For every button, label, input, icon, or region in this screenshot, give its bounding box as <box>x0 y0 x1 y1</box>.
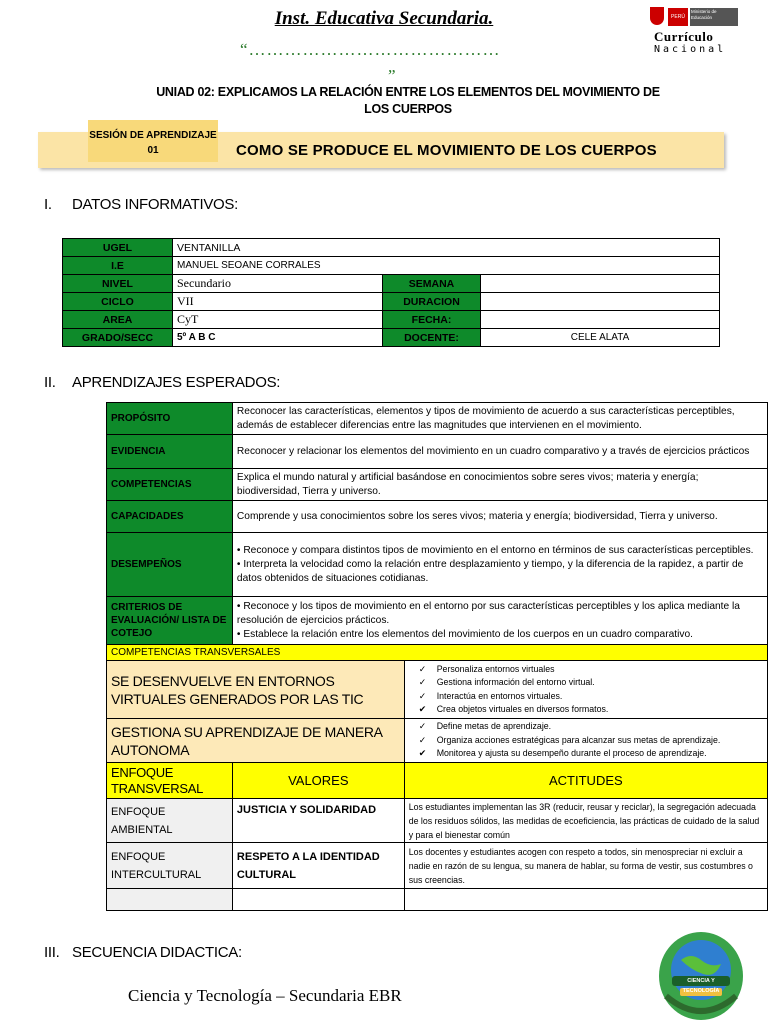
logo-word-curriculo: Currículo <box>654 29 714 44</box>
institution-title: Inst. Educativa Secundaria. <box>274 8 494 29</box>
peru-badge: PERÚ <box>668 8 688 26</box>
desempenos-key: DESEMPEÑOS <box>107 533 233 597</box>
desempeno-1: • Reconoce y compara distintos tipos de movimiento en el entorno en términos de sus características perceptibles. <box>236 544 754 556</box>
unit-title: UNIAD 02: EXPLICAMOS LA RELACIÓN ENTRE LOS ELEMENTOS DEL MOVIMIENTO DE LOS CUERPOS <box>156 85 660 116</box>
check-icon: ✔ <box>418 748 427 759</box>
tic-list <box>404 661 767 719</box>
grado-value: 5º A B C <box>173 329 383 347</box>
area-value: CyT <box>173 311 383 329</box>
fecha-key: FECHA: <box>383 311 481 329</box>
table-row <box>63 329 720 347</box>
aprendizajes-table <box>106 402 768 911</box>
table-row <box>107 719 768 763</box>
table-row <box>107 501 768 533</box>
empty-cell <box>232 889 404 911</box>
semana-key: SEMANA <box>383 275 481 293</box>
section-2-number: II. <box>44 374 56 391</box>
proposito-value: Reconocer las características, elementos y tipos de movimiento de acuerdo a sus características perceptibles, además de establecer diferencias entre las magnitudes que intervienen en el movimiento. <box>232 403 767 435</box>
list-item: ✓ Organiza acciones estratégicas para alcanzar sus metas de aprendizaje. <box>419 734 763 748</box>
evidencia-value: Reconocer y relacionar los elementos del movimiento en un cuadro comparativo y a través de ejercicios prácticos <box>232 435 767 469</box>
table-row <box>63 275 720 293</box>
autonoma-list <box>404 719 767 763</box>
criterio-1: • Reconoce y los tipos de movimiento en el entorno por sus características perceptibles y los aplica mediante la resolución de ejercicios prácticos. <box>236 600 740 626</box>
section-3-title: SECUENCIA DIDACTICA: <box>72 944 242 961</box>
nivel-key: NIVEL <box>63 275 173 293</box>
table-row <box>107 469 768 501</box>
globe-icon <box>656 926 746 1022</box>
desempeno-2: • Interpreta la velocidad como la relación entre desplazamiento y tiempo, y la diferencia de la rapidez, a partir de datos obtenidos de situaciones cotidianas. <box>236 558 744 584</box>
check-icon: ✓ <box>418 677 427 687</box>
emblem-text: CIENCIA Y TECNOLOGÍA <box>682 978 720 994</box>
ie-key: I.E <box>63 257 173 275</box>
table-row <box>63 239 720 257</box>
logo-word-nacional: Nacional <box>654 44 727 55</box>
intercultural-enfoque: ENFOQUE INTERCULTURAL <box>107 843 233 889</box>
science-emblem <box>656 926 746 1022</box>
check-icon: ✔ <box>418 704 427 714</box>
table-row <box>63 257 720 275</box>
semana-value <box>481 275 720 293</box>
list-item: ✔ Monitorea y ajusta su desempeño durante el proceso de aprendizaje. <box>419 747 763 761</box>
criterios-key: CRITERIOS DE EVALUACIÓN/ LISTA DE COTEJO <box>107 597 233 645</box>
capacidades-value: Comprende y usa conocimientos sobre los seres vivos; materia y energía; biodiversidad, Tierra y universo. <box>232 501 767 533</box>
duracion-value <box>481 293 720 311</box>
ambiental-enfoque: ENFOQUE AMBIENTAL <box>107 799 233 843</box>
empty-cell <box>107 889 233 911</box>
docente-value: CELE ALATA <box>481 329 720 347</box>
ugel-value: VENTANILLA <box>173 239 720 257</box>
empty-cell <box>404 889 767 911</box>
evidencia-key: EVIDENCIA <box>107 435 233 469</box>
table-row <box>107 799 768 843</box>
table-row <box>107 597 768 645</box>
table-row <box>107 661 768 719</box>
quote-dots: “…………………………………… <box>240 40 501 59</box>
intercultural-actitud: Los docentes y estudiantes acogen con respeto a todos, sin menospreciar ni excluir a nadie en razón de su lengua, su manera de hablar, su forma de vestir, sus costumbres o sus creencias. <box>404 843 767 889</box>
section-3-number: III. <box>44 944 60 961</box>
intercultural-valor: RESPETO A LA IDENTIDAD CULTURAL <box>232 843 404 889</box>
check-icon: ✓ <box>418 663 427 674</box>
capacidades-key: CAPACIDADES <box>107 501 233 533</box>
list-item: ✔ Crea objetos virtuales en diversos formatos. <box>419 703 763 717</box>
transversales-header: COMPETENCIAS TRANSVERSALES <box>107 645 768 661</box>
check-icon: ✓ <box>418 690 427 701</box>
table-row <box>107 889 768 911</box>
duracion-key: DURACION <box>383 293 481 311</box>
ie-value: MANUEL SEOANE CORRALES <box>173 257 720 275</box>
valores-header: VALORES <box>232 763 404 799</box>
competencias-value: Explica el mundo natural y artificial basándose en conocimientos sobre seres vivos; materia y energía; biodiversidad, Tierra y universo. <box>232 469 767 501</box>
table-row <box>107 403 768 435</box>
grado-key: GRADO/SECC <box>63 329 173 347</box>
competencias-key: COMPETENCIAS <box>107 469 233 501</box>
ambiental-valor: JUSTICIA Y SOLIDARIDAD <box>232 799 404 843</box>
ministry-label: Ministerio de Educación <box>690 8 738 26</box>
list-item: ✓ Define metas de aprendizaje. <box>419 720 763 734</box>
ciclo-key: CICLO <box>63 293 173 311</box>
ugel-key: UGEL <box>63 239 173 257</box>
shield-icon <box>650 7 664 25</box>
curriculo-logo <box>648 5 740 57</box>
table-row <box>107 843 768 889</box>
ambiental-actitud: Los estudiantes implementan las 3R (reducir, reusar y reciclar), la segregación adecuada de los residuos sólidos, las medidas de ecoeficiencia, las prácticas de cuidado de la salud y para el bienestar común <box>404 799 767 843</box>
desempenos-value <box>232 533 767 597</box>
check-icon: ✓ <box>418 721 427 732</box>
check-icon: ✓ <box>418 734 427 745</box>
area-key: AREA <box>63 311 173 329</box>
fecha-value <box>481 311 720 329</box>
table-row <box>63 293 720 311</box>
table-row <box>63 311 720 329</box>
enfoque-header: ENFOQUE TRANSVERSAL <box>107 763 233 799</box>
section-2-title: APRENDIZAJES ESPERADOS: <box>72 374 281 391</box>
criterio-2: • Establece la relación entre los elementos del movimiento de los cuerpos en un cuadro comparativo. <box>236 628 693 640</box>
table-row <box>107 763 768 799</box>
list-item: ✓ Gestiona información del entorno virtual. <box>419 676 763 690</box>
ciclo-value: VII <box>173 293 383 311</box>
docente-key: DOCENTE: <box>383 329 481 347</box>
session-label: SESIÓN DE APRENDIZAJE 01 <box>88 120 218 162</box>
autonoma-competence: GESTIONA SU APRENDIZAJE DE MANERA AUTONOMA <box>107 719 405 763</box>
table-row <box>107 435 768 469</box>
actitudes-header: ACTITUDES <box>404 763 767 799</box>
nivel-value: Secundario <box>173 275 383 293</box>
criterios-value <box>232 597 767 645</box>
list-item: ✓ Interactúa en entornos virtuales. <box>419 690 763 704</box>
tic-competence: SE DESENVUELVE EN ENTORNOS VIRTUALES GENERADOS POR LAS TIC <box>107 661 405 719</box>
datos-table <box>62 238 720 347</box>
quote-close: ” <box>388 66 396 85</box>
footer-text: Ciencia y Tecnología – Secundaria EBR <box>128 986 402 1005</box>
list-item: ✓ Personaliza entornos virtuales <box>419 663 763 677</box>
section-1-title: DATOS INFORMATIVOS: <box>72 196 238 213</box>
proposito-key: PROPÓSITO <box>107 403 233 435</box>
section-1-number: I. <box>44 196 52 213</box>
session-title: COMO SE PRODUCE EL MOVIMIENTO DE LOS CUERPOS <box>236 142 657 159</box>
table-row <box>107 645 768 661</box>
table-row <box>107 533 768 597</box>
